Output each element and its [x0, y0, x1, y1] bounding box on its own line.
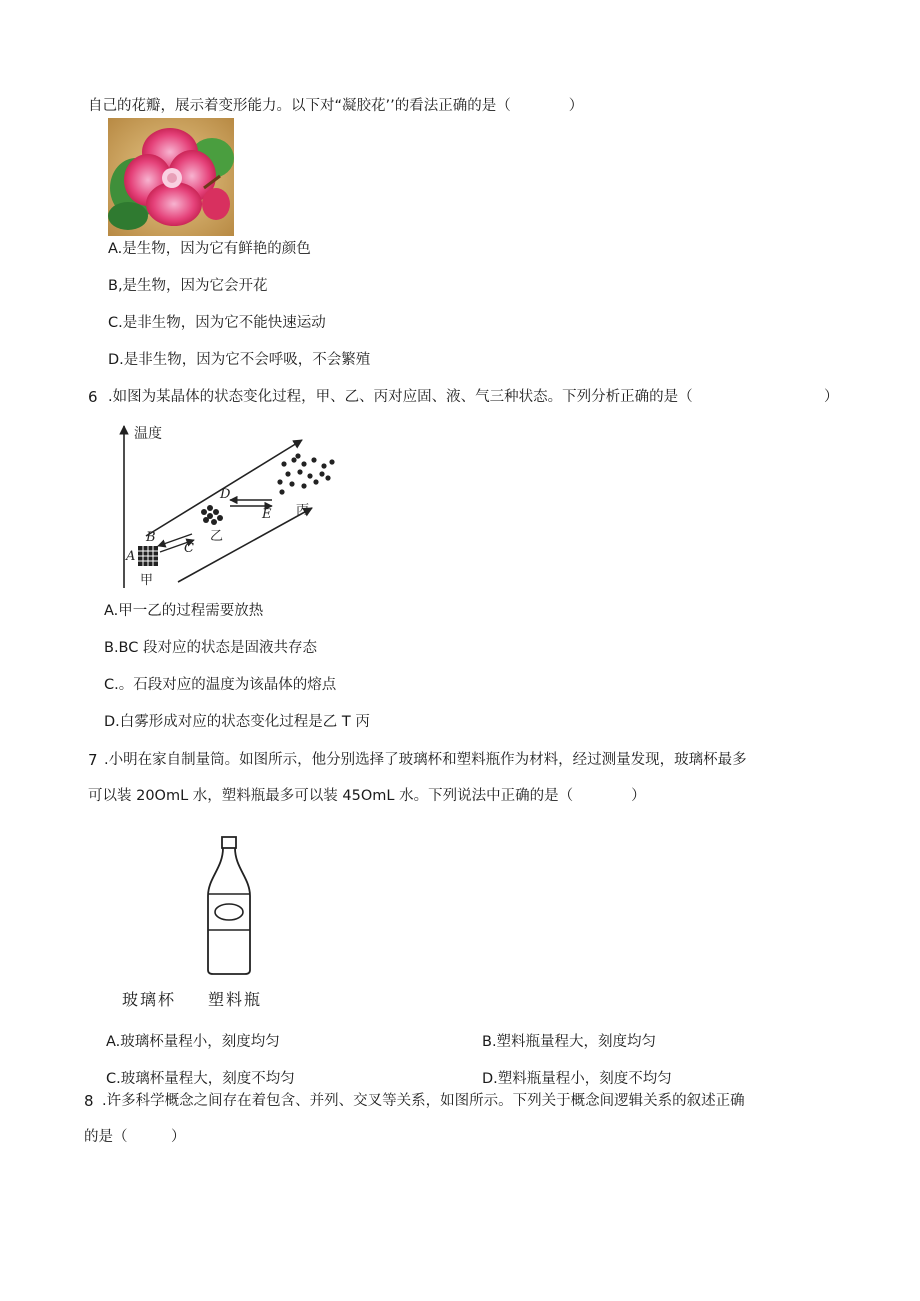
- q5-option-a[interactable]: A.是生物，因为它有鲜艳的颜色: [108, 241, 311, 257]
- plastic-bottle-icon: [198, 834, 260, 976]
- label-c: C: [184, 541, 194, 556]
- q6-stem: .如图为某晶体的状态变化过程，甲、乙、丙对应固、液、气三种状态。下列分析正确的是（: [108, 389, 693, 405]
- label-b: B: [146, 530, 156, 545]
- crystal-state-diagram: [112, 418, 352, 593]
- q7-option-c[interactable]: C.玻璃杯量程大，刻度不均匀: [106, 1071, 295, 1087]
- q6-option-d[interactable]: D.白雾形成对应的状态变化过程是乙 T 丙: [104, 714, 370, 730]
- gel-flower-photo: [108, 118, 234, 236]
- q6-option-b[interactable]: B.BC 段对应的状态是固液共存态: [104, 640, 317, 656]
- q7-stem-line2: 可以装 20OmL 水，塑料瓶最多可以装 45OmL 水。下列说法中正确的是（ ）: [88, 788, 646, 804]
- caption-glass-cup: 玻璃杯: [122, 990, 177, 1009]
- q7-number: 7: [88, 751, 98, 769]
- q5-option-d[interactable]: D.是非生物，因为它不会呼吸，不会繁殖: [108, 352, 371, 368]
- q5-stem: 自己的花瓣，展示着变形能力。以下对“凝胶花’’的看法正确的是（ ）: [88, 98, 584, 114]
- label-d: D: [220, 487, 231, 502]
- q7-option-a[interactable]: A.玻璃杯量程小，刻度均匀: [106, 1034, 280, 1050]
- solid-lattice: [138, 546, 158, 566]
- q7-option-b[interactable]: B.塑料瓶量程大，刻度均匀: [482, 1034, 657, 1050]
- q6-stem-close: ）: [824, 389, 839, 405]
- q5-option-c[interactable]: C.是非生物，因为它不能快速运动: [108, 315, 326, 331]
- liquid-particles: [201, 505, 223, 525]
- label-yi: 乙: [210, 529, 224, 544]
- q8-number: 8: [84, 1092, 94, 1110]
- gas-particles: [277, 453, 334, 494]
- q7-stem-line1: .小明在家自制量筒。如图所示，他分别选择了玻璃杯和塑料瓶作为材料，经过测量发现，玻璃杯最多: [104, 752, 747, 768]
- label-bing: 丙: [296, 503, 310, 518]
- caption-plastic-bottle: 塑料瓶: [208, 990, 263, 1009]
- q8-stem-line1: .许多科学概念之间存在着包含、并列、交叉等关系，如图所示。下列关于概念间逻辑关系的叙述正确: [102, 1093, 745, 1109]
- q5-option-b[interactable]: B,是生物，因为它会开花: [108, 278, 268, 294]
- q6-number: 6: [88, 388, 98, 406]
- q8-stem-line2: 的是（ ）: [84, 1129, 186, 1145]
- label-a: A: [126, 549, 136, 564]
- q6-option-c[interactable]: C.。石段对应的温度为该晶体的熔点: [104, 677, 337, 693]
- axis-label-temperature: 温度: [134, 426, 162, 442]
- label-e: E: [262, 507, 272, 522]
- q6-option-a[interactable]: A.甲一乙的过程需要放热: [104, 603, 264, 619]
- label-jia: 甲: [140, 573, 154, 588]
- q7-option-d[interactable]: D.塑料瓶量程小，刻度不均匀: [482, 1071, 672, 1087]
